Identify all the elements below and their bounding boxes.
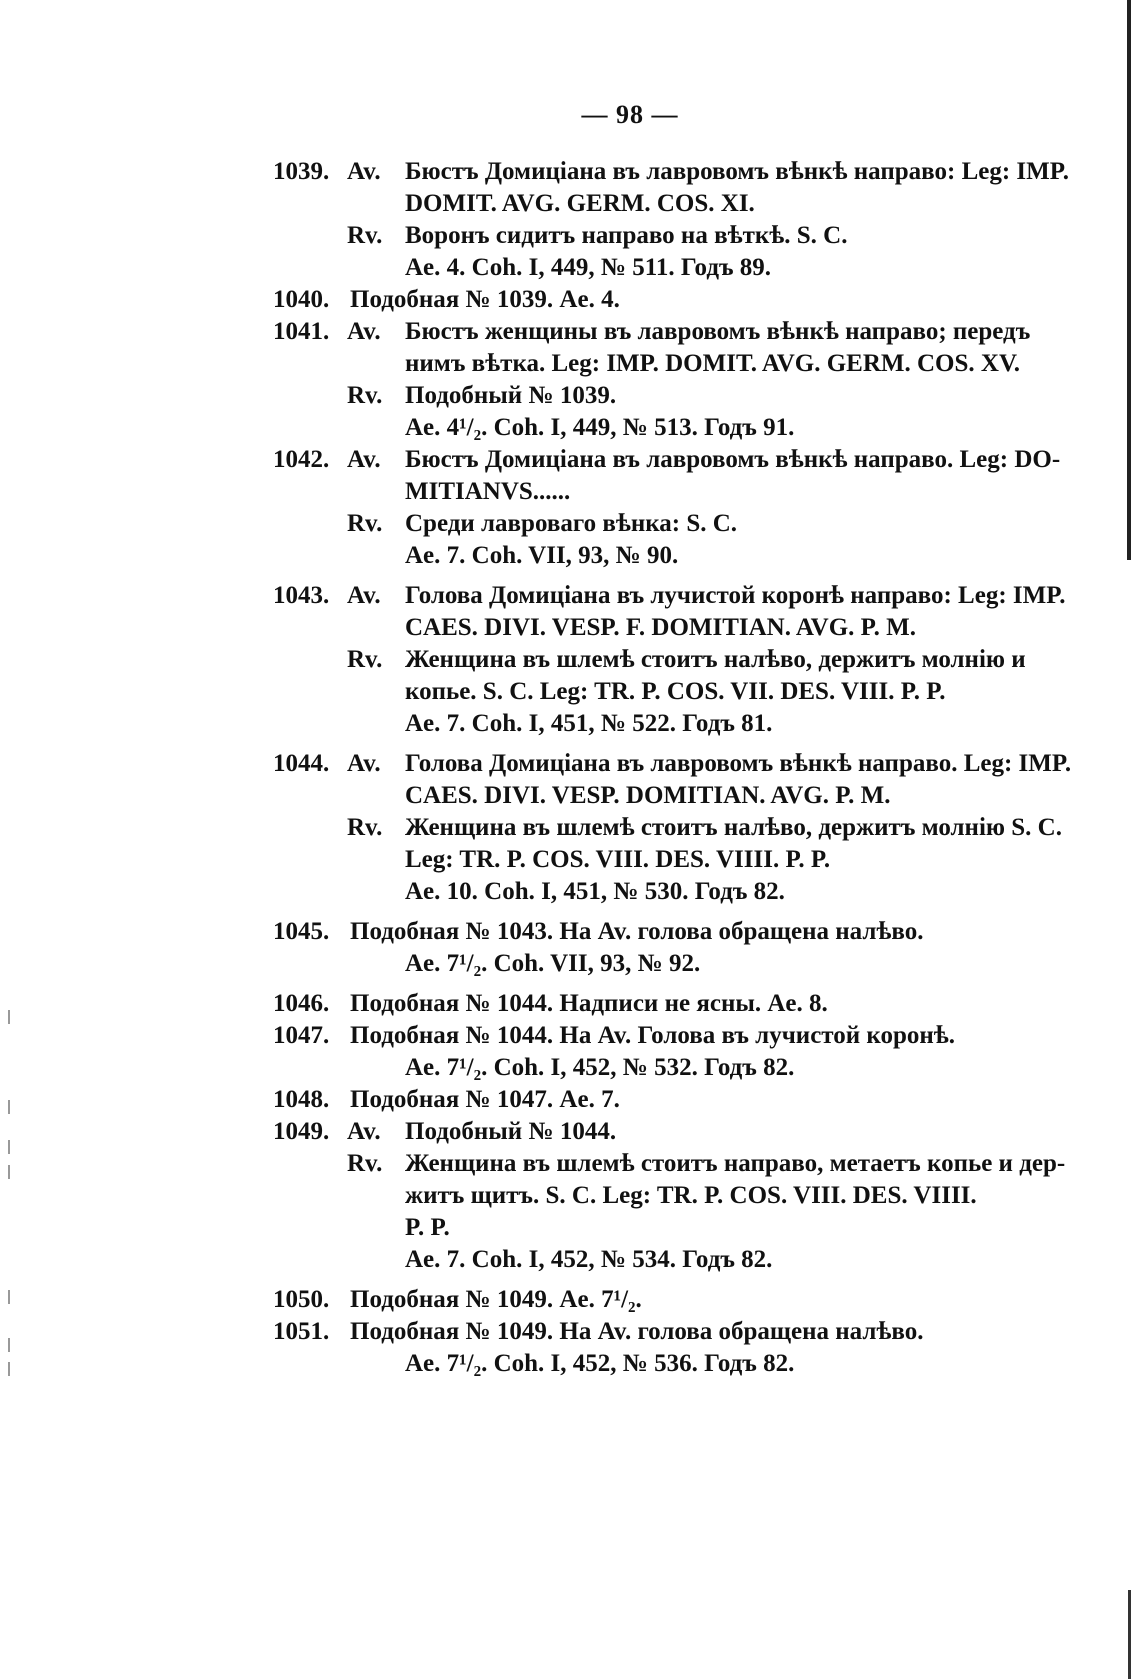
side-label: Av.: [347, 750, 381, 777]
entry-number: 1043.: [273, 582, 330, 609]
entry-text: Ae. 4¹/₂. Coh. I, 449, № 513. Годъ 91.: [405, 414, 795, 441]
entry-text: Ae. 7. Coh. I, 451, № 522. Годъ 81.: [405, 710, 773, 737]
page-number: — 98 —: [581, 100, 679, 129]
catalog-line: [0, 1350, 1140, 1382]
side-label: Rv.: [347, 814, 383, 841]
entry-text: Ae. 7¹/₂. Coh. I, 452, № 536. Годъ 82.: [405, 1350, 795, 1377]
catalog-line: [0, 814, 1140, 846]
side-label: Av.: [347, 158, 381, 185]
entry-number: 1040.: [273, 286, 330, 313]
entry-number: 1051.: [273, 1318, 330, 1345]
entry-text: CAES. DIVI. VESP. DOMITIAN. AVG. P. M.: [405, 782, 891, 809]
catalog-line: [0, 1318, 1140, 1350]
entry-text: Голова Домиціана въ лавровомъ вѣнкѣ направо. Leg: IMP.: [405, 750, 1072, 777]
entry-text: Бюстъ Домиціана въ лавровомъ вѣнкѣ направо. Leg: DO-: [405, 446, 1061, 473]
catalog-line: [0, 222, 1140, 254]
catalog-line: [0, 1286, 1140, 1318]
side-label: Av.: [347, 318, 381, 345]
catalog-line: [0, 286, 1140, 318]
catalog-line: [0, 614, 1140, 646]
catalog-line: [0, 318, 1140, 350]
catalog-line: [0, 382, 1140, 414]
entry-text: Подобная № 1043. На Av. голова обращена налѣво.: [350, 918, 924, 945]
side-label: Av.: [347, 446, 381, 473]
entry-text: Подобный № 1039.: [405, 382, 617, 409]
catalog-line: [0, 542, 1140, 574]
entry-text: Ae. 7¹/₂. Coh. I, 452, № 532. Годъ 82.: [405, 1054, 795, 1081]
entry-number: 1048.: [273, 1086, 330, 1113]
side-label: Rv.: [347, 510, 383, 537]
catalog-line: [0, 510, 1140, 542]
entry-text: Бюстъ женщины въ лавровомъ вѣнкѣ направо; передъ: [405, 318, 1031, 345]
catalog-line: [0, 710, 1140, 742]
catalog-line: [0, 878, 1140, 910]
entry-text: DOMIT. AVG. GERM. COS. XI.: [405, 190, 755, 217]
catalog-line: [0, 1118, 1140, 1150]
catalog-entries: [0, 158, 1140, 1382]
catalog-line: [0, 678, 1140, 710]
entry-text: Подобный № 1044.: [405, 1118, 617, 1145]
entry-text: житъ щитъ. S. C. Leg: TR. P. COS. VIII. DES. VIIII.: [405, 1182, 977, 1209]
entry-number: 1039.: [273, 158, 330, 185]
entry-text: Бюстъ Домиціана въ лавровомъ вѣнкѣ направо: Leg: IMP.: [405, 158, 1069, 185]
entry-number: 1042.: [273, 446, 330, 473]
entry-number: 1049.: [273, 1118, 330, 1145]
entry-text: нимъ вѣтка. Leg: IMP. DOMIT. AVG. GERM. COS. XV.: [405, 350, 1021, 377]
entry-text: P. P.: [405, 1214, 450, 1241]
entry-text: CAES. DIVI. VESP. F. DOMITIAN. AVG. P. M.: [405, 614, 916, 641]
entry-text: Воронъ сидитъ направо на вѣткѣ. S. C.: [405, 222, 848, 249]
entry-text: Женщина въ шлемѣ стоитъ направо, метаетъ копье и дер-: [405, 1150, 1066, 1177]
entry-text: MITIANVS......: [405, 478, 571, 505]
entry-text: Женщина въ шлемѣ стоитъ налѣво, держитъ молнію и: [405, 646, 1026, 673]
catalog-line: [0, 646, 1140, 678]
entry-number: 1044.: [273, 750, 330, 777]
catalog-line: [0, 950, 1140, 982]
entry-text: Leg: TR. P. COS. VIII. DES. VIIII. P. P.: [405, 846, 831, 873]
catalog-line: [0, 846, 1140, 878]
catalog-line: [0, 1182, 1140, 1214]
side-label: Av.: [347, 1118, 381, 1145]
entry-text: Ae. 4. Coh. I, 449, № 511. Годъ 89.: [405, 254, 772, 281]
catalog-line: [0, 750, 1140, 782]
catalog-line: [0, 918, 1140, 950]
catalog-line: [0, 190, 1140, 222]
entry-text: Женщина въ шлемѣ стоитъ налѣво, держитъ молнію S. C.: [405, 814, 1062, 841]
entry-number: 1041.: [273, 318, 330, 345]
entry-text: Голова Домиціана въ лучистой коронѣ направо: Leg: IMP.: [405, 582, 1066, 609]
catalog-line: [0, 1214, 1140, 1246]
catalog-line: [0, 1022, 1140, 1054]
entry-text: Подобная № 1047. Ae. 7.: [350, 1086, 620, 1113]
catalog-line: [0, 1246, 1140, 1278]
entry-text: Подобная № 1044. На Av. Голова въ лучистой коронѣ.: [350, 1022, 956, 1049]
catalog-line: [0, 478, 1140, 510]
entry-number: 1047.: [273, 1022, 330, 1049]
catalog-line: [0, 446, 1140, 478]
catalog-line: [0, 414, 1140, 446]
entry-text: Подобная № 1049. Ae. 7¹/₂.: [350, 1286, 642, 1313]
entry-text: Подобная № 1039. Ae. 4.: [350, 286, 620, 313]
entry-text: Ae. 10. Coh. I, 451, № 530. Годъ 82.: [405, 878, 785, 905]
side-label: Rv.: [347, 222, 383, 249]
catalog-line: [0, 1150, 1140, 1182]
entry-text: Ae. 7¹/₂. Coh. VII, 93, № 92.: [405, 950, 701, 977]
entry-number: 1050.: [273, 1286, 330, 1313]
catalog-line: [0, 782, 1140, 814]
page-edge-line-bottom: [1128, 1590, 1131, 1679]
entry-number: 1046.: [273, 990, 330, 1017]
entry-number: 1045.: [273, 918, 330, 945]
side-label: Rv.: [347, 646, 383, 673]
side-label: Av.: [347, 582, 381, 609]
catalog-line: [0, 158, 1140, 190]
entry-text: Ae. 7. Coh. VII, 93, № 90.: [405, 542, 679, 569]
entry-text: копье. S. C. Leg: TR. P. COS. VII. DES. VIII. P. P.: [405, 678, 946, 705]
catalog-line: [0, 1086, 1140, 1118]
entry-text: Подобная № 1049. На Av. голова обращена налѣво.: [350, 1318, 924, 1345]
entry-text: Подобная № 1044. Надписи не ясны. Ae. 8.: [350, 990, 828, 1017]
catalog-line: [0, 990, 1140, 1022]
catalog-line: [0, 582, 1140, 614]
entry-text: Среди лавроваго вѣнка: S. C.: [405, 510, 738, 537]
catalog-line: [0, 350, 1140, 382]
side-label: Rv.: [347, 382, 383, 409]
catalog-line: [0, 254, 1140, 286]
entry-text: Ae. 7. Coh. I, 452, № 534. Годъ 82.: [405, 1246, 773, 1273]
side-label: Rv.: [347, 1150, 383, 1177]
catalog-line: [0, 1054, 1140, 1086]
